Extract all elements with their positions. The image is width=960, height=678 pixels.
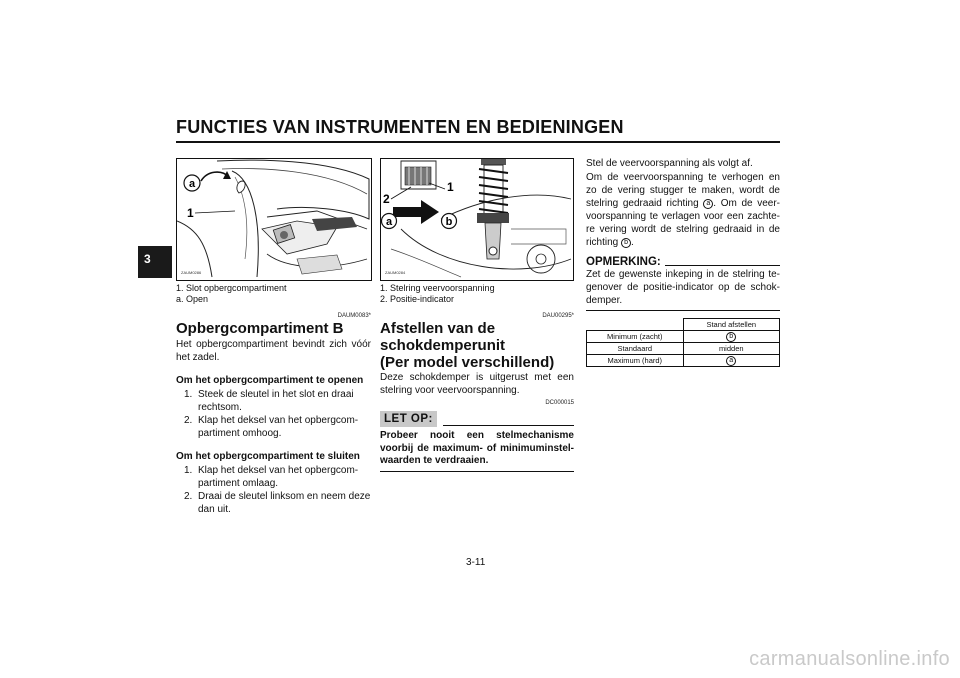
shock-absorber-figure [380, 158, 574, 281]
fig2-label-1: 1 [447, 180, 454, 194]
list-item: 2. Klap het deksel van het opbergcom-partiment omhoog. [184, 415, 359, 439]
table-row [587, 343, 780, 355]
caution-badge: LET OP: [380, 411, 437, 427]
list-item: 2. Draai de sleutel linksom en neem deze dan uit. [184, 491, 371, 515]
section-intro: Het opbergcompartiment bevindt zich vóór het zadel. [176, 339, 371, 363]
caption-line: 1. Stelring veervoorspanning [380, 283, 495, 293]
storage-illustration [177, 159, 371, 280]
fig1-label-a: a [188, 178, 196, 190]
caution-rule [443, 425, 574, 426]
table-cell-value: b [683, 331, 780, 343]
caution-text: Probeer nooit een stelmechanisme voorbij de maximum- of minimuminstel-waarden te verdraaien. [380, 430, 574, 466]
adjust-intro: Stel de veervoorspanning als volgt af. [586, 158, 753, 169]
storage-section [176, 320, 371, 516]
figure1-caption [176, 283, 371, 305]
page-title: FUNCTIES VAN INSTRUMENTEN EN BEDIENINGEN [176, 117, 624, 137]
caption-line: 2. Positie-indicator [380, 294, 455, 304]
note-end-rule [586, 310, 780, 311]
storage-compartment-figure [176, 158, 372, 281]
table-cell-value: midden [683, 343, 780, 355]
note-label: OPMERKING: [586, 256, 661, 268]
chapter-tab [138, 246, 172, 278]
fig2-label-2: 2 [383, 192, 390, 206]
direction-a-symbol: a [703, 199, 713, 209]
figure-code: ZAUM0284 [385, 270, 406, 275]
shock-section [380, 320, 574, 472]
subsection-title-open: Om het opbergcompartiment te openen [176, 375, 364, 386]
subsection-title-close: Om het opbergcompartiment te sluiten [176, 451, 360, 462]
adjustment-table [586, 318, 780, 367]
adjust-paragraph: Om de veervoorspanning te verhogen en zo de vering stugger te maken, wordt de stelring gedraaid richting a . Om de veer-voorspanning te verlagen voor een zachte-re vering wordt de stelring gedraaid in de richting b . [586, 172, 780, 248]
title-rule [176, 141, 780, 143]
list-item: 1. Klap het deksel van het opbergcom-partiment omlaag. [184, 465, 359, 489]
adjust-section [586, 157, 780, 311]
fig1-label-1: 1 [187, 206, 194, 220]
shock-absorber-illustration [381, 159, 573, 280]
section-heading-line: (Per model verschillend) [380, 354, 555, 371]
fig2-label-a: a [385, 216, 393, 228]
note-text: Zet de gewenste inkeping in de stelring te-genover de positie-indicator op de schok-demper. [586, 269, 780, 306]
table-cell-label: Standaard [587, 343, 684, 355]
table-header: Stand afstellen [683, 319, 780, 331]
chapter-number: 3 [144, 252, 151, 266]
caution-header [380, 411, 574, 427]
table-cell-value: a [683, 355, 780, 367]
section-heading: Opbergcompartiment B [176, 320, 344, 337]
watermark: carmanualsonline.info [749, 648, 950, 670]
table-cell-label: Minimum (zacht) [587, 331, 684, 343]
note-rule [665, 265, 780, 266]
caution-end-rule [380, 471, 574, 472]
section-intro: Deze schokdemper is uitgerust met een stelring voor veervoorspanning. [380, 372, 574, 396]
doc-code: DAU00295* [542, 313, 574, 319]
figure2-caption [380, 283, 574, 305]
table-row [587, 319, 780, 331]
caption-line: 1. Slot opbergcompartiment [176, 283, 287, 293]
section-heading-line: schokdemperunit [380, 337, 506, 354]
fig2-label-b: b [445, 216, 453, 228]
caution-code: DC000015 [545, 400, 574, 406]
table-row [587, 331, 780, 343]
note-header [586, 256, 780, 268]
list-item: 1. Steek de sleutel in het slot en draai rechtsom. [184, 389, 354, 413]
table-row [587, 355, 780, 367]
doc-code: DAUM0083* [337, 313, 371, 319]
caption-line: a. Open [176, 294, 209, 304]
table-cell-label: Maximum (hard) [587, 355, 684, 367]
figure-code: ZAUM0286 [181, 270, 202, 275]
direction-b-symbol: b [621, 238, 631, 248]
page-number: 3-11 [466, 557, 486, 568]
section-heading-line: Afstellen van de [380, 320, 496, 337]
